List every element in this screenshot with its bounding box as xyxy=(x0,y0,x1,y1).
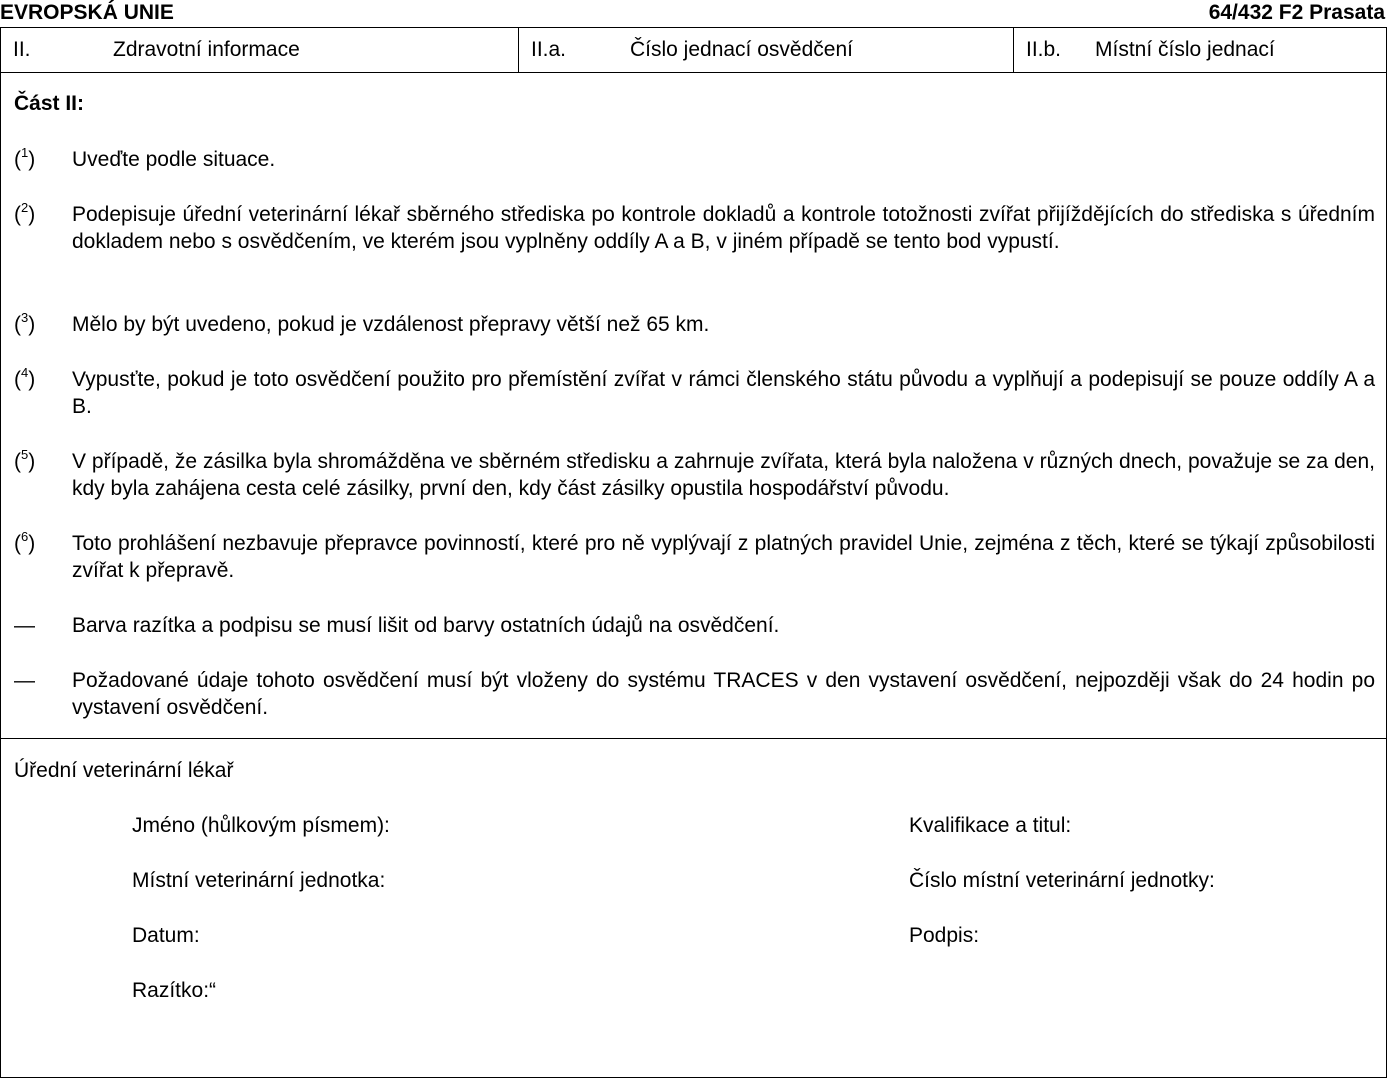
certificate-top-row xyxy=(1,28,1386,73)
qualification-field-label: Kvalifikace a titul: xyxy=(909,814,1072,837)
certificate-frame xyxy=(0,27,1387,1078)
stamp-field-label: Razítko:“ xyxy=(132,979,217,1002)
cell-number: II.b. xyxy=(1026,38,1062,61)
footnote-3 xyxy=(14,311,1375,338)
footnote-marker: ($^4$) xyxy=(14,365,36,391)
dash-note-stamp-color xyxy=(14,612,1375,639)
dash-note-traces xyxy=(14,667,1375,721)
section-divider xyxy=(1,738,1386,739)
footnote-4 xyxy=(14,366,1375,420)
footnote-6 xyxy=(14,530,1375,584)
footnote-text: Toto prohlášení nezbavuje přepravce povinností, které pro ně vyplývají z platných pravidel Unie, zejména z těch, které se týkají způsobilosti zvířat k přepravě. xyxy=(72,532,1375,582)
footnote-marker: ($^2$) xyxy=(14,200,36,226)
cell-number: II. xyxy=(13,38,31,61)
local-unit-field-label: Místní veterinární jednotka: xyxy=(132,869,386,892)
cell-reference-number xyxy=(519,28,1013,72)
footnote-2 xyxy=(14,201,1375,255)
date-field-label: Datum: xyxy=(132,924,200,947)
footnote-text: Mělo by být uvedeno, pokud je vzdálenost přepravy větší než 65 km. xyxy=(72,313,710,336)
official-vet-title: Úřední veterinární lékař xyxy=(14,759,234,782)
footnote-1 xyxy=(14,146,1375,173)
name-field-label: Jméno (hůlkovým písmem): xyxy=(132,814,390,837)
footnote-text: Uveďte podle situace. xyxy=(72,148,276,171)
header-left-title: EVROPSKÁ UNIE xyxy=(0,1,174,24)
footnote-marker: ($^1$) xyxy=(14,145,36,171)
footnote-marker: ($^3$) xyxy=(14,310,36,336)
footnote-text: V případě, že zásilka byla shromážděna ve sběrném středisku a zahrnuje zvířata, která byla naložena v různých dnech, považuje se za den, kdy byla zahájena cesta celé zásilky, první den, kdy část zásilky opustila hospodářství původu. xyxy=(72,450,1375,500)
cell-label: Místní číslo jednací xyxy=(1095,38,1275,61)
cell-local-reference-number xyxy=(1014,28,1386,72)
note-text: Barva razítka a podpisu se musí lišit od barvy ostatních údajů na osvědčení. xyxy=(72,614,780,637)
dash-marker: — xyxy=(14,614,35,637)
header-right-code: 64/432 F2 Prasata xyxy=(1208,1,1385,24)
cell-label: Číslo jednací osvědčení xyxy=(630,38,853,61)
cell-health-information xyxy=(1,28,518,72)
footnote-text: Vypusťte, pokud je toto osvědčení použito pro přemístění zvířat v rámci členského státu původu a vyplňují a podepisují se pouze oddíly A a B. xyxy=(72,368,1375,418)
footnote-text: Podepisuje úřední veterinární lékař sběrného střediska po kontrole dokladů a kontrole totožnosti zvířat přijíždějících do střediska s úředním dokladem nebo s osvědčením, ve kterém jsou vyplněny oddíly A a B, v jiném případě se tento bod vypustí. xyxy=(72,203,1375,253)
part-title: Část II: xyxy=(14,92,85,115)
footnote-5 xyxy=(14,448,1375,502)
footnote-marker: ($^6$) xyxy=(14,529,36,555)
cell-number: II.a. xyxy=(531,38,567,61)
document-header xyxy=(0,0,1387,27)
footnote-marker: ($^5$) xyxy=(14,447,36,473)
dash-marker: — xyxy=(14,669,35,692)
local-unit-number-field-label: Číslo místní veterinární jednotky: xyxy=(909,869,1215,892)
cell-label: Zdravotní informace xyxy=(113,38,300,61)
signature-field-label: Podpis: xyxy=(909,924,980,947)
note-text: Požadované údaje tohoto osvědčení musí být vloženy do systému TRACES v den vystavení osvědčení, nejpozději však do 24 hodin po vystavení osvědčení. xyxy=(72,669,1375,719)
